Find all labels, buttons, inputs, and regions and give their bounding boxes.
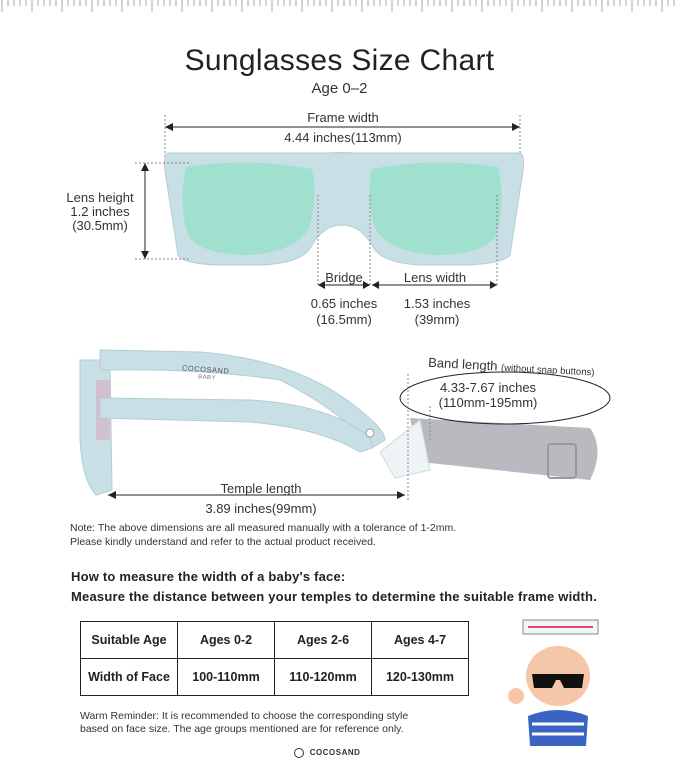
- note-line-2: Please kindly understand and refer to the actual product received.: [70, 536, 376, 548]
- table-cell: Ages 2-6: [275, 622, 372, 659]
- how-to-measure: [71, 567, 597, 607]
- temple-length-value: 3.89 inches(99mm): [205, 501, 317, 516]
- band-length-title: Band length: [427, 354, 498, 374]
- lens-height-label: Lens height: [66, 190, 134, 205]
- brand-logo-icon: [294, 748, 304, 758]
- lens-height-mm: (30.5mm): [72, 218, 128, 233]
- product-brand-text: COCOSAND: [181, 363, 230, 376]
- page-title: Sunglasses Size Chart: [184, 44, 495, 77]
- top-ruler: [0, 0, 679, 22]
- footer-brand: [294, 748, 360, 758]
- warm-line-1: Warm Reminder: It is recommended to choose the corresponding style: [80, 710, 409, 722]
- table-cell: Ages 4-7: [372, 622, 469, 659]
- footer-brand-text: COCOSAND: [309, 748, 361, 758]
- table-cell: 110-120mm: [275, 659, 372, 696]
- table-row: [81, 659, 469, 696]
- lens-width-label: Lens width: [403, 270, 467, 285]
- product-sub-text: BABY: [197, 374, 217, 382]
- size-table: [80, 621, 469, 696]
- table-cell: Width of Face: [81, 659, 178, 696]
- table-row: [81, 622, 469, 659]
- howto-line-1: How to measure the width of a baby's face:: [71, 569, 346, 584]
- lens-width-mm: (39mm): [414, 312, 460, 327]
- lens-height-inches: 1.2 inches: [70, 204, 130, 219]
- table-cell: Ages 0-2: [178, 622, 275, 659]
- table-cell: 100-110mm: [178, 659, 275, 696]
- bridge-mm: (16.5mm): [316, 312, 372, 327]
- note-line-1: Note: The above dimensions are all measured manually with a tolerance of 1-2mm.: [70, 522, 457, 534]
- frame-width-value: 4.44 inches(113mm): [284, 130, 402, 145]
- page-subtitle: Age 0–2: [311, 80, 368, 97]
- howto-line-2: Measure the distance between your temples to determine the suitable frame width.: [71, 589, 598, 604]
- warm-reminder: [80, 710, 408, 736]
- measurement-note: [70, 521, 456, 549]
- frame-width-label: Frame width: [307, 110, 379, 125]
- band-length-mm: (110mm-195mm): [438, 395, 538, 410]
- bridge-inches: 0.65 inches: [310, 296, 378, 311]
- temple-length-label: Temple length: [220, 481, 302, 496]
- warm-line-2: based on face size. The age groups mentioned are for reference only.: [80, 723, 404, 735]
- lens-width-inches: 1.53 inches: [403, 296, 471, 311]
- bridge-label: Bridge: [325, 270, 363, 285]
- table-cell: 120-130mm: [372, 659, 469, 696]
- baby-illustration: [498, 616, 608, 756]
- band-length-note: (without snap buttons): [500, 362, 595, 379]
- table-cell: Suitable Age: [81, 622, 178, 659]
- band-length-inches: 4.33-7.67 inches: [439, 380, 537, 395]
